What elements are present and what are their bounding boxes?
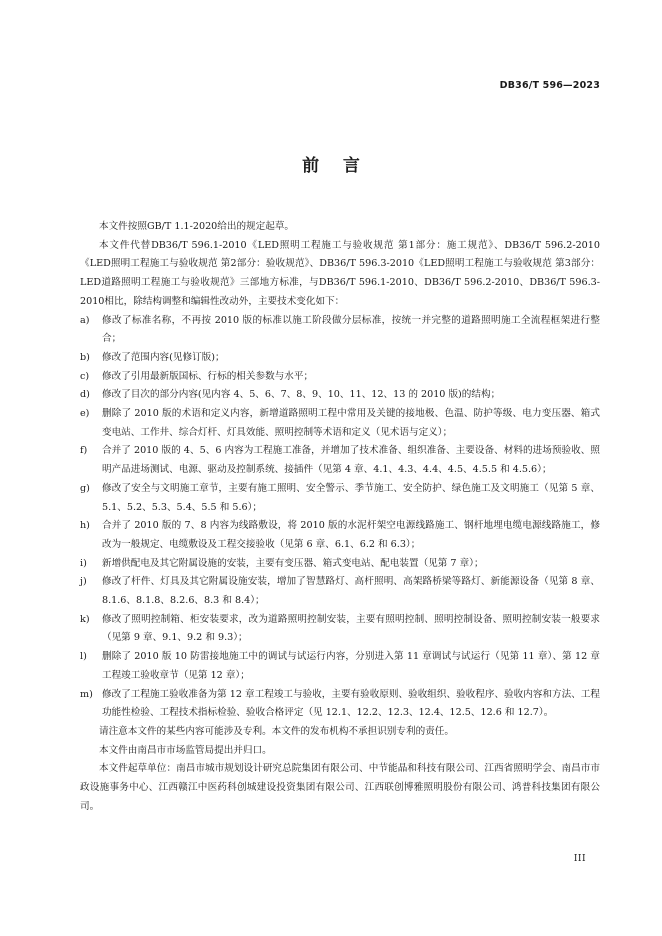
- change-item: [80, 405, 600, 442]
- closing-paragraph: 本文件由南昌市市场监管局提出并归口。: [99, 744, 272, 756]
- item-text: 合并了 2010 版的 7、8 内容为线路敷设，将 2010 版的水泥杆架空电源线路施工、钢杆地埋电缆电源线路施工，修改为一般规定、电缆敷设及工程交接验收（见第 6 章、6.1、6.2 和 6.3）；: [102, 520, 600, 550]
- item-text: 修改了安全与文明施工章节，主要有施工照明、安全警示、季节施工、安全防护、绿色施工及文明施工（见第 5 章、5.1、5.2、5.3、5.4、5.5 和 5.6）；: [102, 482, 600, 513]
- item-text: 修改了标准名称，不再按 2010 版的标准以施工阶段做分层标准，按统一并完整的道路照明施工全流程框架进行整合；: [102, 314, 600, 345]
- change-item: [80, 368, 600, 387]
- change-item: [80, 386, 600, 405]
- item-marker: j): [80, 576, 87, 588]
- page-number: III: [573, 854, 586, 864]
- foreword-body: [80, 218, 600, 817]
- closing-paragraph: 请注意本文件的某些内容可能涉及专利。本文件的发布机构不承担识别专利的责任。: [99, 725, 454, 737]
- change-item: [80, 517, 600, 554]
- item-text: 删除了 2010 版的术语和定义内容，新增道路照明工程中常用及关键的接地极、色温、防护等级、电力变压器、箱式变电站、工作井、综合灯杆、灯具效能、照明控制等术语和定义（见术语与定义）；: [102, 408, 600, 438]
- item-text: 修改了引用最新版国标、行标的相关参数与水平；: [102, 370, 314, 382]
- item-text: 新增供配电及其它附属设施的安装，主要有变压器、箱式变电站、配电装置（见第 7 章）；: [102, 557, 484, 569]
- item-marker: g): [80, 482, 90, 494]
- change-item: [80, 555, 600, 574]
- change-item: [80, 442, 600, 479]
- item-marker: a): [80, 314, 90, 326]
- change-item: [80, 611, 600, 648]
- change-item: [80, 573, 600, 610]
- item-marker: e): [80, 408, 90, 420]
- change-item: [80, 312, 600, 349]
- change-item: [80, 648, 600, 685]
- change-item: [80, 480, 600, 517]
- item-text: 修改了杆件、灯具及其它附属设施安装，增加了智慧路灯、高杆照明、高架路桥梁等路灯、新能源设备（见第 8 章、8.1.6、8.1.8、8.2.6、8.3 和 8.4）；: [102, 576, 600, 607]
- item-marker: b): [80, 351, 90, 363]
- change-item: [80, 349, 600, 368]
- item-text: 修改了照明控制箱、柜安装要求，改为道路照明控制安装，主要有照明控制、照明控制设备、照明控制安装一般要求（见第 9 章、9.1、9.2 和 9.3）；: [102, 613, 600, 644]
- item-marker: d): [80, 389, 90, 401]
- change-item: [80, 686, 600, 723]
- page-title: 前 言: [302, 156, 360, 176]
- intro-paragraph: 本文件代替DB36/T 596.1-2010《LED照明工程施工与验收规范 第1部分：施工规范》、DB36/T 596.2-2010《LED照明工程施工与验收规范 第2部分：验收规范》、DB36/T 596.3-2010《LED照明工程施工与验收规范 第3部分：LED道路照明工程施工与验收规范》三部地方标准，与DB36/T 596.1-2010、DB36/T 596.2-2010、DB36/T 596.3-2010相比，除结构调整和编辑性改动外，主要技术变化如下：: [80, 239, 600, 307]
- item-marker: c): [80, 370, 90, 382]
- item-text: 修改了工程施工验收准备为第 12 章工程竣工与验收，主要有验收原则、验收组织、验收程序、验收内容和方法、工程功能性检验、工程技术指标检验、验收合格评定（见 12.1、12.2、12.3、12.4、12.5、12.6 和 12.7）。: [102, 688, 600, 719]
- closing-paragraph: 本文件起草单位：南昌市城市规划设计研究总院集团有限公司、中节能晶和科技有限公司、江西省照明学会、南昌市市政设施事务中心、江西赣江中医药科创城建设投资集团有限公司、江西联创博雅照明股份有限公司、鸿普科技集团有限公司。: [80, 763, 600, 812]
- item-marker: k): [80, 613, 90, 625]
- item-marker: i): [80, 557, 87, 569]
- item-marker: m): [80, 688, 93, 700]
- item-marker: h): [80, 520, 90, 532]
- item-marker: f): [80, 445, 88, 457]
- item-text: 删除了 2010 版 10 防雷接地施工中的调试与试运行内容，分别进入第 11 章调试与试运行（见第 11 章）、第 12 章工程竣工验收章节（见第 12 章）；: [102, 651, 600, 681]
- item-text: 修改了范围内容(见修订版)；: [102, 351, 225, 363]
- item-marker: l): [80, 651, 87, 663]
- document-code: DB36/T 596—2023: [499, 80, 600, 91]
- item-text: 修改了目次的部分内容(见内容 4、5、6、7、8、9、10、11、12、13 的 2010 版)的结构；: [102, 389, 501, 401]
- item-text: 合并了 2010 版的 4、5、6 内容为工程施工准备，并增加了技术准备、组织准备、主要设备、材料的进场预验收、照明产品进场测试、电源、驱动及控制系统、接插件（见第 4 章、4.1、4.3、4.4、4.5、4.5.5 和 4.5.6）；: [102, 445, 600, 476]
- intro-paragraph: 本文件按照GB/T 1.1-2020给出的规定起草。: [99, 221, 295, 232]
